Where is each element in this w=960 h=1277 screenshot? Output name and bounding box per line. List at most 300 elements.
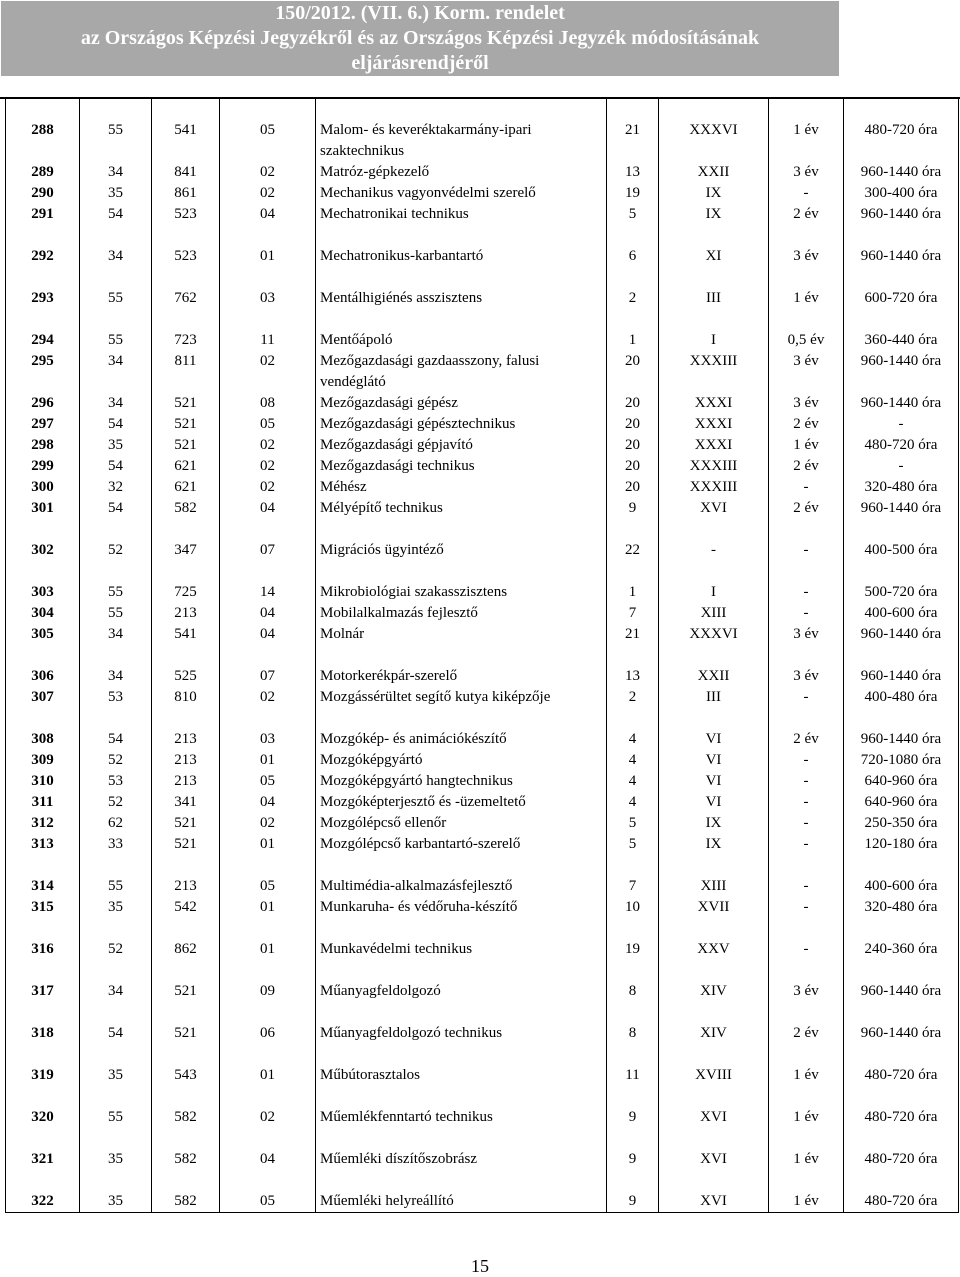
duration-years: 3 év	[769, 981, 844, 1023]
code-part-1: 54	[80, 1023, 152, 1065]
sector-roman: IX	[659, 183, 769, 204]
duration-hours: 120-180 óra	[844, 834, 959, 876]
code-part-3: 02	[220, 351, 316, 393]
duration-years: -	[769, 834, 844, 876]
code-part-1: 52	[80, 540, 152, 582]
code-part-2: 523	[152, 204, 220, 246]
sector-roman: XVI	[659, 1191, 769, 1213]
code-part-1: 55	[80, 876, 152, 897]
code-part-1: 52	[80, 939, 152, 981]
document-header-banner	[1, 1, 839, 76]
code-part-2: 341	[152, 792, 220, 813]
code-part-3: 02	[220, 477, 316, 498]
code-part-3: 01	[220, 897, 316, 939]
sector-number: 6	[607, 246, 659, 288]
code-part-2: 213	[152, 771, 220, 792]
code-part-1: 55	[80, 330, 152, 351]
sector-roman: VI	[659, 729, 769, 750]
code-part-2: 543	[152, 1065, 220, 1107]
sector-number: 10	[607, 897, 659, 939]
sector-number: 13	[607, 666, 659, 687]
row-number: 320	[6, 1107, 80, 1149]
table-row	[6, 771, 959, 792]
code-part-3: 02	[220, 687, 316, 729]
duration-years: -	[769, 750, 844, 771]
duration-hours: 960-1440 óra	[844, 729, 959, 750]
code-part-3: 03	[220, 288, 316, 330]
sector-roman: IX	[659, 204, 769, 246]
sector-roman: XIII	[659, 876, 769, 897]
code-part-3: 02	[220, 1107, 316, 1149]
code-part-1: 32	[80, 477, 152, 498]
sector-roman: XXV	[659, 939, 769, 981]
table-row	[6, 624, 959, 666]
sector-roman: XXII	[659, 162, 769, 183]
sector-number: 9	[607, 498, 659, 540]
duration-years: -	[769, 687, 844, 729]
code-part-2: 213	[152, 876, 220, 897]
row-number: 310	[6, 771, 80, 792]
duration-years: 3 év	[769, 624, 844, 666]
duration-years: 2 év	[769, 456, 844, 477]
qualification-name: Mobilalkalmazás fejlesztő	[316, 603, 607, 624]
code-part-1: 53	[80, 687, 152, 729]
duration-hours: 300-400 óra	[844, 183, 959, 204]
qualification-name: Molnár	[316, 624, 607, 666]
code-part-2: 541	[152, 624, 220, 666]
qualification-name: Műemlékfenntartó technikus	[316, 1107, 607, 1149]
table-row	[6, 1149, 959, 1191]
code-part-2: 582	[152, 1107, 220, 1149]
sector-roman: XXXVI	[659, 120, 769, 162]
qualification-name: Mezőgazdasági gazdaasszony, falusi vendéglátó	[316, 351, 607, 393]
sector-number: 4	[607, 771, 659, 792]
duration-hours: 480-720 óra	[844, 1149, 959, 1191]
sector-roman: -	[659, 540, 769, 582]
duration-hours: 640-960 óra	[844, 792, 959, 813]
table-row	[6, 435, 959, 456]
code-part-1: 34	[80, 246, 152, 288]
qualification-name: Mozgókép- és animációkészítő	[316, 729, 607, 750]
duration-hours: -	[844, 456, 959, 477]
sector-number: 4	[607, 750, 659, 771]
table-row	[6, 603, 959, 624]
duration-years: 1 év	[769, 435, 844, 456]
sector-roman: XIII	[659, 603, 769, 624]
row-number: 291	[6, 204, 80, 246]
code-part-1: 55	[80, 120, 152, 162]
sector-number: 8	[607, 1023, 659, 1065]
code-part-3: 05	[220, 120, 316, 162]
sector-number: 9	[607, 1191, 659, 1213]
table-row	[6, 162, 959, 183]
sector-number: 8	[607, 981, 659, 1023]
code-part-2: 621	[152, 477, 220, 498]
table-row	[6, 330, 959, 351]
table-row	[6, 498, 959, 540]
code-part-1: 35	[80, 1149, 152, 1191]
row-number: 306	[6, 666, 80, 687]
row-number: 303	[6, 582, 80, 603]
sector-roman: XVI	[659, 1149, 769, 1191]
row-number: 321	[6, 1149, 80, 1191]
sector-roman: XVI	[659, 1107, 769, 1149]
table-row	[6, 351, 959, 393]
row-number: 294	[6, 330, 80, 351]
duration-hours: 480-720 óra	[844, 120, 959, 162]
code-part-3: 01	[220, 750, 316, 771]
table-row	[6, 981, 959, 1023]
qualification-name: Mozgássérültet segítő kutya kiképzője	[316, 687, 607, 729]
code-part-3: 02	[220, 162, 316, 183]
duration-years: 1 év	[769, 1191, 844, 1213]
duration-hours: 960-1440 óra	[844, 1023, 959, 1065]
row-number: 300	[6, 477, 80, 498]
sector-number: 19	[607, 183, 659, 204]
duration-years: 3 év	[769, 162, 844, 183]
code-part-2: 521	[152, 393, 220, 414]
duration-hours: 960-1440 óra	[844, 351, 959, 393]
code-part-2: 521	[152, 435, 220, 456]
qualification-name: Mozgólépcső ellenőr	[316, 813, 607, 834]
sector-roman: XXXI	[659, 414, 769, 435]
code-part-2: 213	[152, 729, 220, 750]
code-part-2: 213	[152, 603, 220, 624]
duration-years: 1 év	[769, 288, 844, 330]
code-part-2: 862	[152, 939, 220, 981]
duration-years: -	[769, 603, 844, 624]
duration-years: 1 év	[769, 1107, 844, 1149]
table-row	[6, 540, 959, 582]
qualification-name: Műemléki díszítőszobrász	[316, 1149, 607, 1191]
sector-roman: XVI	[659, 498, 769, 540]
sector-number: 2	[607, 288, 659, 330]
code-part-2: 541	[152, 120, 220, 162]
code-part-2: 582	[152, 1149, 220, 1191]
duration-hours: 960-1440 óra	[844, 162, 959, 183]
code-part-1: 54	[80, 414, 152, 435]
duration-hours: 320-480 óra	[844, 897, 959, 939]
code-part-2: 347	[152, 540, 220, 582]
sector-number: 5	[607, 834, 659, 876]
sector-roman: XXII	[659, 666, 769, 687]
sector-number: 20	[607, 456, 659, 477]
table-row	[6, 288, 959, 330]
qualification-name: Mozgóképgyártó	[316, 750, 607, 771]
sector-roman: VI	[659, 750, 769, 771]
duration-hours: 500-720 óra	[844, 582, 959, 603]
table-row	[6, 1065, 959, 1107]
table-row	[6, 939, 959, 981]
code-part-1: 34	[80, 351, 152, 393]
code-part-1: 33	[80, 834, 152, 876]
table-row	[6, 813, 959, 834]
duration-hours: 960-1440 óra	[844, 498, 959, 540]
qualification-name: Mikrobiológiai szakasszisztens	[316, 582, 607, 603]
sector-roman: I	[659, 330, 769, 351]
duration-years: 2 év	[769, 1023, 844, 1065]
sector-number: 4	[607, 729, 659, 750]
sector-number: 20	[607, 393, 659, 414]
sector-number: 5	[607, 204, 659, 246]
table-row	[6, 1191, 959, 1213]
code-part-3: 04	[220, 603, 316, 624]
code-part-3: 02	[220, 813, 316, 834]
header-line-1: 150/2012. (VII. 6.) Korm. rendelet	[275, 2, 565, 24]
code-part-2: 521	[152, 414, 220, 435]
sector-number: 20	[607, 435, 659, 456]
code-part-3: 04	[220, 498, 316, 540]
code-part-1: 55	[80, 582, 152, 603]
code-part-1: 34	[80, 393, 152, 414]
sector-number: 9	[607, 1107, 659, 1149]
sector-number: 22	[607, 540, 659, 582]
sector-number: 20	[607, 477, 659, 498]
qualification-name: Mentőápoló	[316, 330, 607, 351]
code-part-2: 523	[152, 246, 220, 288]
sector-roman: XXXI	[659, 435, 769, 456]
code-part-1: 54	[80, 456, 152, 477]
duration-years: -	[769, 813, 844, 834]
qualification-name: Mezőgazdasági gépésztechnikus	[316, 414, 607, 435]
duration-years: 3 év	[769, 351, 844, 393]
code-part-1: 35	[80, 183, 152, 204]
code-part-2: 542	[152, 897, 220, 939]
code-part-3: 11	[220, 330, 316, 351]
qualification-name: Mozgóképgyártó hangtechnikus	[316, 771, 607, 792]
duration-hours: 320-480 óra	[844, 477, 959, 498]
code-part-2: 621	[152, 456, 220, 477]
duration-years: -	[769, 792, 844, 813]
code-part-3: 02	[220, 456, 316, 477]
qualification-name: Műanyagfeldolgozó technikus	[316, 1023, 607, 1065]
duration-years: 2 év	[769, 204, 844, 246]
sector-number: 2	[607, 687, 659, 729]
row-number: 312	[6, 813, 80, 834]
code-part-1: 52	[80, 750, 152, 771]
header-line-3: eljárásrendjéről	[351, 52, 489, 74]
code-part-2: 811	[152, 351, 220, 393]
qualification-name: Műbútorasztalos	[316, 1065, 607, 1107]
row-number: 305	[6, 624, 80, 666]
code-part-2: 861	[152, 183, 220, 204]
code-part-1: 55	[80, 603, 152, 624]
row-number: 316	[6, 939, 80, 981]
duration-years: 0,5 év	[769, 330, 844, 351]
qualification-table	[5, 98, 959, 1213]
code-part-2: 582	[152, 1191, 220, 1213]
qualification-name: Méhész	[316, 477, 607, 498]
code-part-1: 35	[80, 1191, 152, 1213]
duration-years: 3 év	[769, 666, 844, 687]
code-part-3: 02	[220, 435, 316, 456]
sector-roman: XXXI	[659, 393, 769, 414]
row-number: 302	[6, 540, 80, 582]
code-part-3: 07	[220, 540, 316, 582]
duration-hours: 480-720 óra	[844, 1065, 959, 1107]
row-number: 314	[6, 876, 80, 897]
code-part-2: 213	[152, 750, 220, 771]
duration-hours: 360-440 óra	[844, 330, 959, 351]
qualification-name: Munkaruha- és védőruha-készítő	[316, 897, 607, 939]
qualification-name: Mechatronikai technikus	[316, 204, 607, 246]
code-part-1: 55	[80, 288, 152, 330]
code-part-3: 05	[220, 876, 316, 897]
sector-number: 20	[607, 414, 659, 435]
code-part-1: 35	[80, 1065, 152, 1107]
qualification-name: Mozgólépcső karbantartó-szerelő	[316, 834, 607, 876]
code-part-3: 01	[220, 246, 316, 288]
row-number: 292	[6, 246, 80, 288]
table-row	[6, 582, 959, 603]
code-part-2: 521	[152, 834, 220, 876]
table-row	[6, 246, 959, 288]
table-row	[6, 687, 959, 729]
duration-hours: 250-350 óra	[844, 813, 959, 834]
code-part-3: 07	[220, 666, 316, 687]
code-part-1: 34	[80, 981, 152, 1023]
sector-roman: VI	[659, 771, 769, 792]
row-number: 308	[6, 729, 80, 750]
sector-number: 7	[607, 876, 659, 897]
code-part-2: 841	[152, 162, 220, 183]
qualification-name: Multimédia-alkalmazásfejlesztő	[316, 876, 607, 897]
qualification-name: Mezőgazdasági technikus	[316, 456, 607, 477]
sector-number: 19	[607, 939, 659, 981]
code-part-1: 54	[80, 204, 152, 246]
duration-years: 3 év	[769, 246, 844, 288]
duration-years: -	[769, 183, 844, 204]
table-row	[6, 1107, 959, 1149]
qualification-name: Mezőgazdasági gépész	[316, 393, 607, 414]
row-number: 289	[6, 162, 80, 183]
sector-roman: I	[659, 582, 769, 603]
duration-years: 2 év	[769, 414, 844, 435]
code-part-3: 05	[220, 1191, 316, 1213]
table-row	[6, 666, 959, 687]
qualification-name: Mezőgazdasági gépjavító	[316, 435, 607, 456]
code-part-3: 04	[220, 792, 316, 813]
table-row	[6, 750, 959, 771]
code-part-1: 54	[80, 498, 152, 540]
sector-number: 7	[607, 603, 659, 624]
sector-number: 13	[607, 162, 659, 183]
qualification-name: Munkavédelmi technikus	[316, 939, 607, 981]
duration-hours: 400-600 óra	[844, 603, 959, 624]
duration-years: -	[769, 939, 844, 981]
duration-years: -	[769, 582, 844, 603]
row-number: 319	[6, 1065, 80, 1107]
code-part-1: 34	[80, 624, 152, 666]
duration-years: 2 év	[769, 729, 844, 750]
code-part-3: 04	[220, 1149, 316, 1191]
table-row	[6, 834, 959, 876]
table-row	[6, 120, 959, 162]
qualification-name: Motorkerékpár-szerelő	[316, 666, 607, 687]
table-row	[6, 897, 959, 939]
row-number: 307	[6, 687, 80, 729]
page-number: 15	[471, 1256, 489, 1276]
qualification-name: Mechatronikus-karbantartó	[316, 246, 607, 288]
row-number: 299	[6, 456, 80, 477]
sector-roman: XVIII	[659, 1065, 769, 1107]
code-part-1: 35	[80, 435, 152, 456]
duration-hours: 960-1440 óra	[844, 981, 959, 1023]
sector-roman: XXXVI	[659, 624, 769, 666]
qualification-name: Malom- és keveréktakarmány-ipari szaktechnikus	[316, 120, 607, 162]
header-line-2: az Országos Képzési Jegyzékről és az Országos Képzési Jegyzék módosításának	[80, 27, 760, 49]
duration-years: -	[769, 876, 844, 897]
duration-hours: -	[844, 414, 959, 435]
table-row	[6, 1023, 959, 1065]
duration-hours: 960-1440 óra	[844, 393, 959, 414]
duration-hours: 960-1440 óra	[844, 204, 959, 246]
duration-years: 1 év	[769, 1065, 844, 1107]
table-row	[6, 792, 959, 813]
qualification-name: Mélyépítő technikus	[316, 498, 607, 540]
row-number: 293	[6, 288, 80, 330]
code-part-3: 05	[220, 414, 316, 435]
code-part-3: 06	[220, 1023, 316, 1065]
code-part-3: 05	[220, 771, 316, 792]
sector-roman: VI	[659, 792, 769, 813]
code-part-3: 04	[220, 204, 316, 246]
sector-number: 21	[607, 624, 659, 666]
row-number: 288	[6, 120, 80, 162]
code-part-2: 810	[152, 687, 220, 729]
code-part-1: 34	[80, 162, 152, 183]
duration-hours: 480-720 óra	[844, 1191, 959, 1213]
qualification-name: Matróz-gépkezelő	[316, 162, 607, 183]
code-part-2: 723	[152, 330, 220, 351]
duration-hours: 400-480 óra	[844, 687, 959, 729]
duration-years: 1 év	[769, 120, 844, 162]
duration-hours: 960-1440 óra	[844, 666, 959, 687]
duration-hours: 480-720 óra	[844, 435, 959, 456]
table-header-spacer-row	[6, 98, 959, 120]
sector-number: 21	[607, 120, 659, 162]
code-part-1: 62	[80, 813, 152, 834]
code-part-1: 35	[80, 897, 152, 939]
sector-number: 11	[607, 1065, 659, 1107]
qualification-name: Migrációs ügyintéző	[316, 540, 607, 582]
row-number: 318	[6, 1023, 80, 1065]
sector-roman: XIV	[659, 1023, 769, 1065]
sector-roman: III	[659, 687, 769, 729]
row-number: 315	[6, 897, 80, 939]
row-number: 290	[6, 183, 80, 204]
code-part-2: 725	[152, 582, 220, 603]
qualification-name: Műemléki helyreállító	[316, 1191, 607, 1213]
code-part-2: 582	[152, 498, 220, 540]
code-part-3: 01	[220, 1065, 316, 1107]
code-part-2: 521	[152, 1023, 220, 1065]
code-part-3: 01	[220, 939, 316, 981]
code-part-1: 34	[80, 666, 152, 687]
sector-number: 1	[607, 582, 659, 603]
table-row	[6, 456, 959, 477]
code-part-1: 52	[80, 792, 152, 813]
sector-number: 20	[607, 351, 659, 393]
table-row	[6, 204, 959, 246]
duration-hours: 960-1440 óra	[844, 246, 959, 288]
code-part-3: 03	[220, 729, 316, 750]
duration-hours: 400-500 óra	[844, 540, 959, 582]
code-part-1: 54	[80, 729, 152, 750]
code-part-3: 02	[220, 183, 316, 204]
row-number: 304	[6, 603, 80, 624]
sector-number: 4	[607, 792, 659, 813]
